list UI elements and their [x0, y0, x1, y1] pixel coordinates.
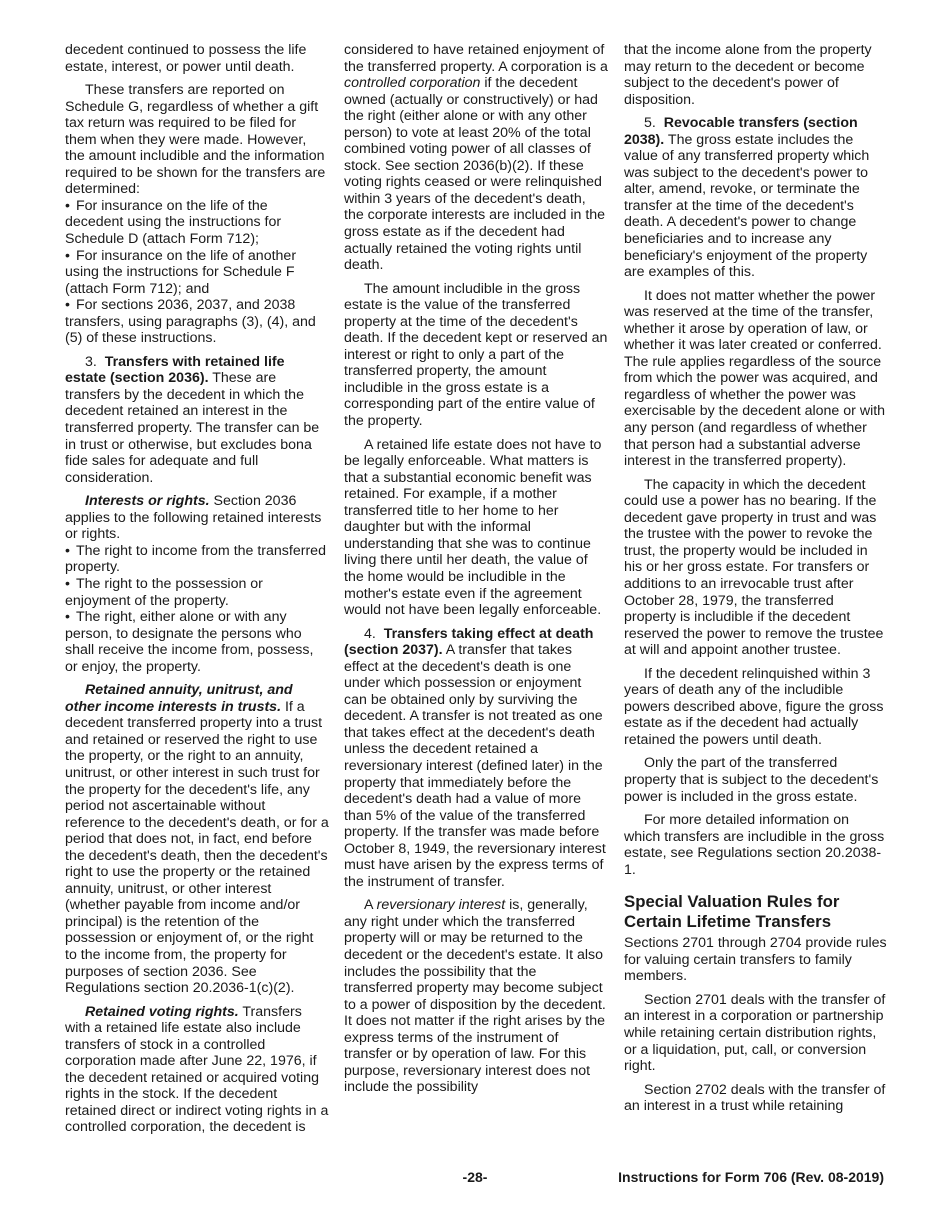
bullet-item: • For insurance on the life of the decedent using the instructions for Schedule D (attach Form 712); — [65, 198, 329, 248]
paragraph: Only the part of the transferred property that is subject to the decedent's power is included in the gross estate. — [624, 755, 879, 805]
column-right — [624, 42, 888, 1122]
paragraph-body: If a decedent transferred property into a trust and retained or reserved the right to use the property, or the right to an annuity, unitrust, or other interest in such trust for the property for the decedent's life, any period not ascertainable without reference to the decedent's death, or for a period that does not, in fact, end before the decedent's death, then the decedent's right to use the property or the retained annuity, unitrust, or other interest (whether payable from income and/or principal) is the retention of the possession or enjoyment of, or the right to the income from, the property for purposes of section 2036. See Regulations section 20.2036-1(c)(2). — [65, 698, 329, 997]
paragraph: decedent continued to possess the life estate, interest, or power until death. — [65, 42, 307, 75]
paragraph — [344, 626, 608, 891]
form-footer-title: Instructions for Form 706 (Rev. 08-2019) — [618, 1169, 884, 1185]
run-in-heading: Interests or rights. — [85, 493, 210, 510]
emphasis: controlled corporation — [344, 75, 481, 92]
paragraph — [65, 1004, 329, 1136]
column-middle — [344, 42, 608, 1103]
paragraph — [65, 493, 329, 543]
text-run: if the decedent owned (actually or constructively) or had the right (either alone or with any other person) to vote at least 20% of the total combined voting power of all classes of stock. See section 2036(b)(2). If these voting rights ceased or were relinquished within 3 years of the decedent's death, the corporate interests are included in the gross estate as if the decedent had actually retained the voting rights until death. — [344, 75, 606, 274]
section-title: Special Valuation Rules for Certain Lifetime Transfers — [624, 892, 840, 931]
bullet-item: • The right to income from the transferred property. — [65, 543, 329, 576]
paragraph: Sections 2701 through 2704 provide rules for valuing certain transfers to family members. — [624, 935, 887, 985]
section-heading-2038: Revocable transfers (section 2038). — [624, 115, 858, 148]
bullet-item: • The right to the possession or enjoyment of the property. — [65, 576, 329, 609]
paragraph: For more detailed information on which transfers are includible in the gross estate, see Regulations section 20.2038-1. — [624, 812, 885, 878]
item-number: 5. — [644, 115, 656, 132]
paragraph-body: Section 2036 applies to the following retained interests or rights. — [65, 493, 322, 543]
run-in-heading: Retained annuity, unitrust, and other income interests in trusts. — [65, 682, 293, 715]
paragraph: A retained life estate does not have to be legally enforceable. What matters is that a substantial economic benefit was retained. For example, if a mother transferred title to her home to her daughter but with the informal understanding that she was to continue living there until her death, the value of the home would be includible in the mother's estate even if the agreement would not have been legally enforceable. — [344, 436, 602, 619]
paragraph: It does not matter whether the power was reserved at the time of the transfer, whether it arose by operation of law, or whether it was later created or conferred. The rule applies regardless of the source from which the power was acquired, and regardless of whether the power was exercisable by the decedent alone or with any person (and regardless of whether that person had a substantial adverse interest in the transferred property). — [624, 287, 886, 470]
paragraph: If the decedent relinquished within 3 years of death any of the includible powers described above, figure the gross estate as if the decedent had actually retained the powers until death. — [624, 665, 884, 748]
paragraph: Section 2702 deals with the transfer of an interest in a trust while retaining — [624, 1081, 886, 1115]
paragraph — [344, 42, 608, 274]
paragraph-body: The gross estate includes the value of any transferred property which was subject to the decedent's power to alter, amend, revoke, or terminate the transfer at the time of the decedent's death. A decedent's power to change beneficiaries and to increase any beneficiary's enjoyment of the property are examples of this. — [624, 131, 870, 281]
section-heading-2036: Transfers with retained life estate (section 2036). — [65, 353, 285, 387]
paragraph: The amount includible in the gross estate is the value of the transferred property at the time of the decedent's death. If the decedent kept or reserved an interest or right to only a part of the transferred property, the amount includible in the gross estate is a corresponding part of the entire value of the property. — [344, 280, 608, 430]
paragraph — [65, 682, 329, 996]
paragraph-body: A transfer that takes effect at the decedent's death is one under which possession or enjoyment can be obtained only by surviving the decedent. A transfer is not treated as one that takes effect at the decedent's death unless the decedent retained a reversionary interest (defined later) in the property that immediately before the decedent's death had a value of more than 5% of the value of the transferred property. If the transfer was made before October 8, 1949, the reversionary interest must have arisen by the express terms of the instrument of transfer. — [344, 642, 606, 890]
paragraph: that the income alone from the property may return to the decedent or become subject to the decedent's power of disposition. — [624, 42, 872, 108]
section-heading-2037: Transfers taking effect at death (section 2037). — [344, 625, 594, 659]
paragraph — [344, 897, 608, 1096]
paragraph — [65, 354, 329, 486]
paragraph — [624, 115, 888, 280]
run-in-heading: Retained voting rights. — [85, 1003, 239, 1020]
text-run: considered to have retained enjoyment of the transferred property. A corporation is a — [344, 42, 608, 75]
item-number: 4. — [364, 625, 376, 642]
page-number: -28- — [462, 1169, 488, 1185]
bullet-item: • For insurance on the life of another using the instructions for Schedule F (attach Form 712); and — [65, 248, 329, 298]
text-run: A — [364, 897, 377, 914]
bullet-item: • The right, either alone or with any person, to designate the persons who shall receive the income from, possess, or enjoy, the property. — [65, 609, 329, 675]
bullet-item: • For sections 2036, 2037, and 2038 transfers, using paragraphs (3), (4), and (5) of these instructions. — [65, 297, 329, 347]
paragraph-body: These are transfers by the decedent in which the decedent retained an interest in the transferred property. The transfer can be in trust or otherwise, but excludes bona fide sales for adequate and full consideration. — [65, 370, 320, 486]
item-number: 3. — [85, 353, 97, 370]
paragraph: Section 2701 deals with the transfer of an interest in a corporation or partnership while retaining certain distribution rights, or a liquidation, put, call, or conversion right. — [624, 991, 886, 1075]
paragraph-body: Transfers with a retained life estate also include transfers of stock in a controlled corporation made after June 22, 1976, if the decedent retained or acquired voting rights in the stock. If the decedent retained direct or indirect voting rights in a controlled corporation, the decedent is — [65, 1003, 329, 1136]
column-left — [65, 42, 329, 1143]
paragraph: These transfers are reported on Schedule G, regardless of whether a gift tax return was required to be filed for them when they were made. However, the amount includible and the information required to be shown for the transfers are determined: — [65, 82, 326, 198]
text-run: is, generally, any right under which the transferred property will or may be returned to the decedent or the decedent's estate. It also includes the possibility that the transferred property may become subject to a power of disposition by the decedent. It does not matter if the right arises by the express terms of the instrument of transfer or by operation of law. For this purpose, reversionary interest does not include the possibility — [344, 897, 606, 1096]
paragraph: The capacity in which the decedent could use a power has no bearing. If the decedent gave property in trust and was the trustee with the power to revoke the trust, the property would be included in his or her gross estate. For transfers or additions to an irrevocable trust after October 28, 1979, the transferred property is includible if the decedent reserved the power to remove the trustee at will and appoint another trustee. — [624, 476, 884, 659]
emphasis: reversionary interest — [376, 897, 506, 914]
